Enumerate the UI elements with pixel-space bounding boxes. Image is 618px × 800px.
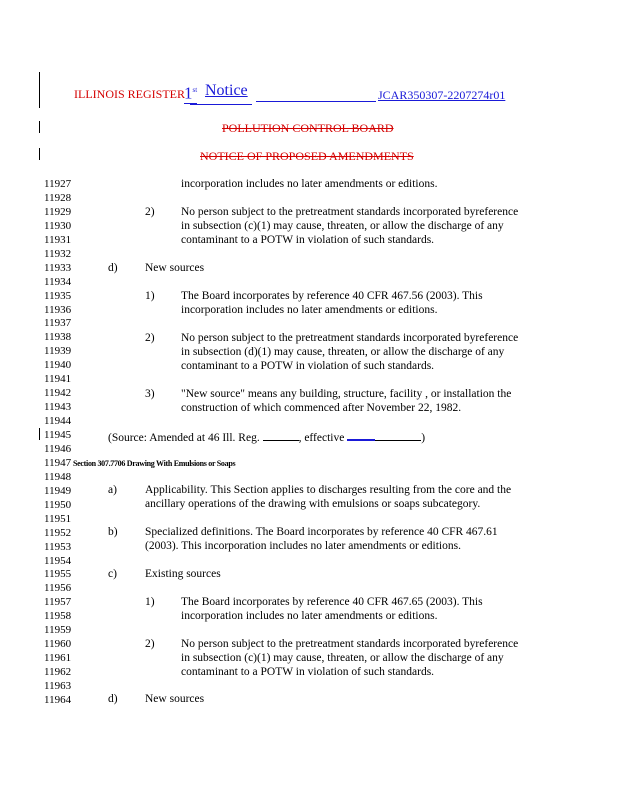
change-bar xyxy=(39,428,40,440)
text-line: ancillary operations of the drawing with emulsions or soaps subcategory. xyxy=(145,498,481,510)
line-number: 11946 xyxy=(44,442,72,455)
line-number: 11938 xyxy=(44,331,72,344)
source-note-a: (Source: Amended at 46 Ill. Reg. xyxy=(108,432,263,444)
blank-field xyxy=(347,429,375,441)
line-number: 11937 xyxy=(44,317,72,330)
line-number: 11945 xyxy=(44,429,72,441)
text-line: in subsection (d)(1) may cause, threaten, or allow the discharge of any xyxy=(181,346,505,358)
text-line: construction of which commenced after November 22, 1982. xyxy=(181,402,462,414)
blank-field xyxy=(375,430,421,441)
line-number: 11944 xyxy=(44,415,72,428)
text-line: Specialized definitions. The Board incorporates by reference 40 CFR 467.61 xyxy=(145,526,498,538)
source-note xyxy=(108,429,425,445)
line-number: 11935 xyxy=(44,289,72,302)
change-bar xyxy=(39,148,40,160)
agency-name: POLLUTION CONTROL BOARD xyxy=(222,121,394,135)
line-number: 11961 xyxy=(44,652,72,665)
item-marker: b) xyxy=(108,526,118,538)
line-number: 11954 xyxy=(44,554,72,567)
item-marker: 1) xyxy=(145,290,155,302)
text-line: incorporation includes no later amendments or editions. xyxy=(181,610,438,622)
header-rule xyxy=(256,101,376,102)
line-number: 11962 xyxy=(44,666,72,679)
document-code: JCAR350307-2207274r01 xyxy=(378,88,506,102)
change-bar xyxy=(39,72,40,108)
line-number: 11931 xyxy=(44,233,72,246)
text-line: "New source" means any building, structure, facility , or installation the xyxy=(181,388,512,400)
line-number: 11934 xyxy=(44,275,72,288)
text-line: The Board incorporates by reference 40 CFR 467.56 (2003). This xyxy=(181,290,483,302)
line-number: 11932 xyxy=(44,247,72,260)
line-number: 11933 xyxy=(44,261,72,274)
page-mark xyxy=(184,81,197,104)
line-number: 11950 xyxy=(44,498,72,511)
text-line: Existing sources xyxy=(145,568,221,580)
line-number: 11936 xyxy=(44,303,72,316)
text-line: in subsection (c)(1) may cause, threaten, or allow the discharge of any xyxy=(181,220,504,232)
line-number: 11928 xyxy=(44,191,72,204)
line-number: 11960 xyxy=(44,638,72,651)
line-number: 11964 xyxy=(44,693,72,706)
text-line: contaminant to a POTW in violation of such standards. xyxy=(181,360,435,372)
line-number: 11943 xyxy=(44,401,72,414)
text-line: New sources xyxy=(145,693,205,705)
source-note-b: , effective xyxy=(298,432,348,444)
line-number: 11939 xyxy=(44,345,72,358)
line-number: 11929 xyxy=(44,205,72,218)
register-title: ILLINOIS REGISTER xyxy=(74,87,185,101)
line-number: 11955 xyxy=(44,568,72,581)
line-number: 11940 xyxy=(44,359,72,372)
line-number: 11953 xyxy=(44,540,72,553)
text-line: Applicability. This Section applies to discharges resulting from the core and the xyxy=(145,484,512,496)
text-line: No person subject to the pretreatment standards incorporated byreference xyxy=(181,332,519,344)
line-number: 11949 xyxy=(44,484,72,497)
header-rule-2 xyxy=(190,104,252,105)
text-line: contaminant to a POTW in violation of such standards. xyxy=(181,234,435,246)
line-number: 11951 xyxy=(44,512,72,525)
item-marker: 2) xyxy=(145,332,155,344)
line-number: 11927 xyxy=(44,178,72,190)
line-number: 11942 xyxy=(44,387,72,400)
page-mark-number: 1 xyxy=(184,83,193,103)
line-number: 11959 xyxy=(44,624,72,637)
source-note-c: ) xyxy=(421,432,426,444)
section-heading: Section 307.7706 Drawing With Emulsions or Soaps xyxy=(73,459,236,468)
text-line: (2003). This incorporation includes no later amendments or editions. xyxy=(145,540,461,552)
line-number: 11941 xyxy=(44,373,72,386)
item-marker: 1) xyxy=(145,596,155,608)
change-bar xyxy=(39,121,40,133)
item-marker: 2) xyxy=(145,638,155,650)
item-marker: a) xyxy=(108,484,117,496)
text-line: No person subject to the pretreatment standards incorporated byreference xyxy=(181,206,519,218)
text-line: incorporation includes no later amendments or editions. xyxy=(181,304,438,316)
blank-field xyxy=(263,430,299,441)
item-marker: d) xyxy=(108,262,118,274)
text-line: The Board incorporates by reference 40 CFR 467.65 (2003). This xyxy=(181,596,483,608)
item-marker: d) xyxy=(108,693,118,705)
item-marker: 3) xyxy=(145,388,155,400)
line-number: 11930 xyxy=(44,219,72,232)
line-number: 11963 xyxy=(44,680,72,693)
text-line: contaminant to a POTW in violation of such standards. xyxy=(181,666,435,678)
page-mark-sup: st xyxy=(192,86,198,94)
text-line: incorporation includes no later amendments or editions. xyxy=(181,178,438,190)
item-marker: 2) xyxy=(145,206,155,218)
line-number: 11958 xyxy=(44,610,72,623)
notice-label: Notice xyxy=(205,82,248,99)
line-number: 11948 xyxy=(44,470,72,483)
notice-title: NOTICE OF PROPOSED AMENDMENTS xyxy=(200,149,414,163)
text-line: New sources xyxy=(145,262,205,274)
text-line: in subsection (c)(1) may cause, threaten, or allow the discharge of any xyxy=(181,652,504,664)
line-number: 11952 xyxy=(44,526,72,539)
text-line: No person subject to the pretreatment standards incorporated byreference xyxy=(181,638,519,650)
item-marker: c) xyxy=(108,568,117,580)
line-number: 11947 xyxy=(44,456,72,469)
line-number: 11956 xyxy=(44,582,72,595)
line-number: 11957 xyxy=(44,596,72,609)
